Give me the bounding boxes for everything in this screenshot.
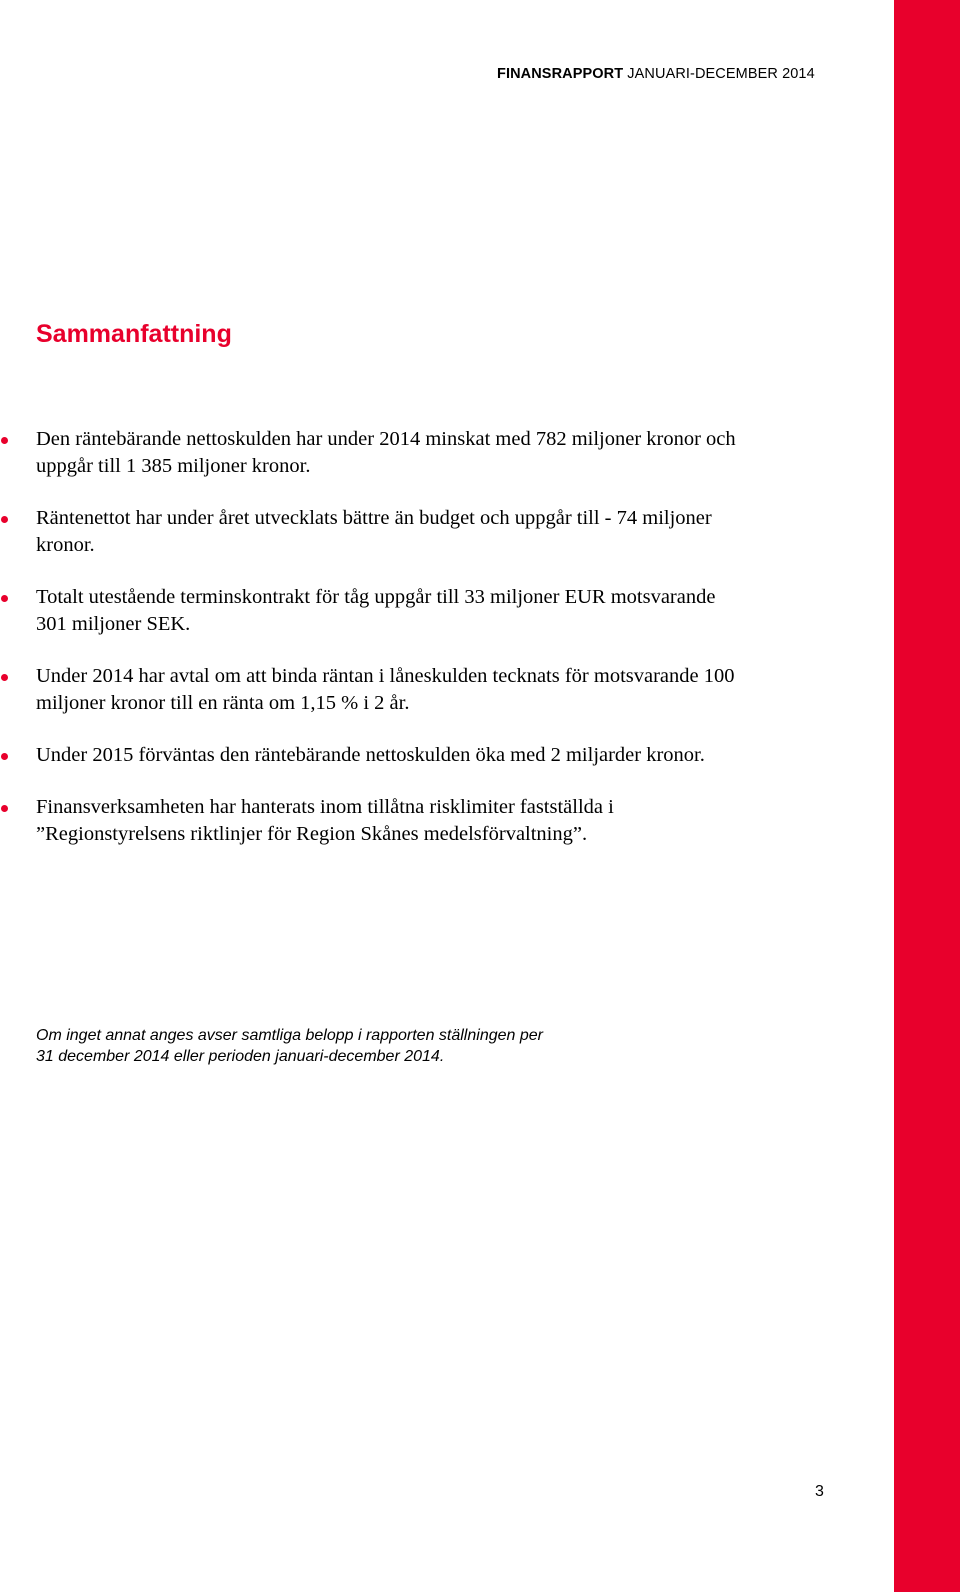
summary-item-line-1: Den räntebärande nettoskulden har under 2014 minskat med 782 miljoner kronor och <box>36 428 736 450</box>
footnote-line-2: 31 december 2014 eller perioden januari-december 2014. <box>36 1048 445 1065</box>
summary-item-line-1: Under 2014 har avtal om att binda räntan i låneskulden tecknats för motsvarande 100 <box>36 665 735 687</box>
footnote-line-1: Om inget annat anges avser samtliga belopp i rapporten ställningen per <box>36 1027 543 1044</box>
report-header-period: JANUARI-DECEMBER 2014 <box>623 66 815 82</box>
summary-item <box>0 742 830 769</box>
summary-item-line-2: ”Regionstyrelsens riktlinjer för Region Skånes medelsförvaltning”. <box>36 823 588 845</box>
summary-item <box>0 505 830 559</box>
summary-item <box>0 584 830 638</box>
bullet-dot-icon <box>1 516 8 523</box>
summary-item-line-1: Räntenettot har under året utvecklats bättre än budget och uppgår till - 74 miljoner <box>36 507 712 529</box>
bullet-dot-icon <box>1 805 8 812</box>
summary-item-line-1: Totalt utestående terminskontrakt för tåg uppgår till 33 miljoner EUR motsvarande <box>36 586 716 608</box>
report-header <box>497 66 827 82</box>
summary-item-line-2: miljoner kronor till en ränta om 1,15 % i 2 år. <box>36 692 410 714</box>
summary-item <box>0 663 830 717</box>
summary-item <box>0 794 830 848</box>
bullet-dot-icon <box>1 595 8 602</box>
page-title: Sammanfattning <box>36 320 232 348</box>
footnote <box>36 1025 796 1067</box>
page-number: 3 <box>815 1483 824 1500</box>
bullet-dot-icon <box>1 437 8 444</box>
accent-sidebar <box>894 0 960 1592</box>
summary-list <box>0 426 830 873</box>
summary-item-line-1: Under 2015 förväntas den räntebärande nettoskulden öka med 2 miljarder kronor. <box>36 744 705 766</box>
summary-item-line-2: kronor. <box>36 534 95 556</box>
bullet-dot-icon <box>1 753 8 760</box>
summary-item-line-1: Finansverksamheten har hanterats inom tillåtna risklimiter fastställda i <box>36 796 614 818</box>
summary-item-line-2: 301 miljoner SEK. <box>36 613 191 635</box>
summary-item-line-2: uppgår till 1 385 miljoner kronor. <box>36 455 311 477</box>
summary-item <box>0 426 830 480</box>
bullet-dot-icon <box>1 674 8 681</box>
report-header-bold: FINANSRAPPORT <box>497 66 624 82</box>
